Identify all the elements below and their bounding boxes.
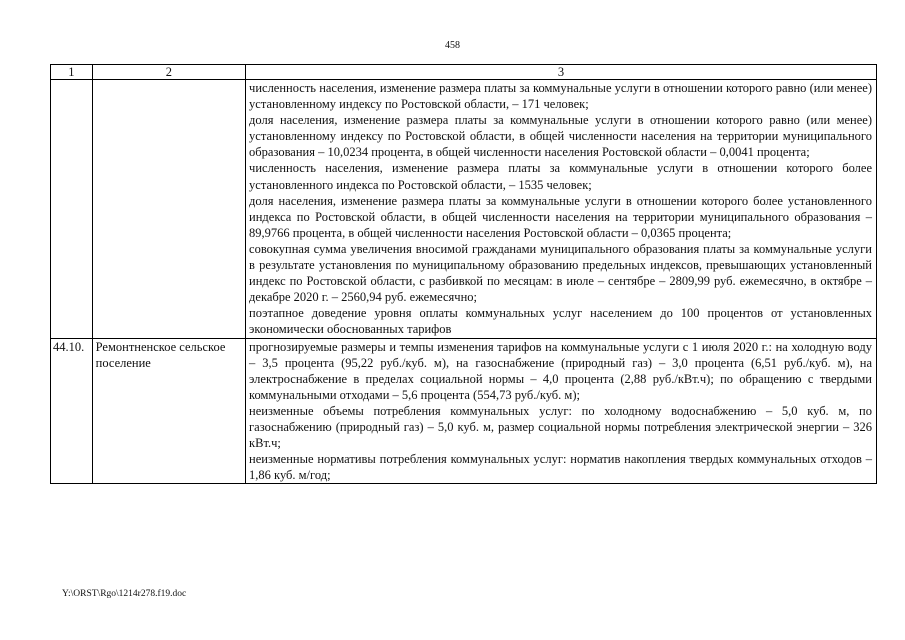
paragraph: доля населения, изменение размера платы за коммунальные услуги в отношении которого равно (или менее) установленному индексу по Ростовской области, в общей численности населения на территории муниципального образования – 10,0234 процента, в общей численности населения Ростовской области – 0,0041 процента; bbox=[249, 113, 872, 160]
paragraph: доля населения, изменение размера платы за коммунальные услуги в отношении которого более установленного индекса по Ростовской области, в общей численности населения на территории муниципального образования – 89,9766 процента, в общей численности населения Ростовской области – 0,0365 процента; bbox=[249, 193, 872, 240]
paragraph: численность населения, изменение размера платы за коммунальные услуги в отношении которого равно (или менее) установленному индексу по Ростовской области, – 171 человек; bbox=[249, 81, 872, 112]
table-row bbox=[51, 80, 877, 339]
paragraph: неизменные нормативы потребления коммунальных услуг: норматив накопления твердых коммунальных отходов – 1,86 куб. м/год; bbox=[249, 452, 872, 483]
description-cell bbox=[246, 338, 877, 484]
paragraph: численность населения, изменение размера платы за коммунальные услуги в отношении которого более установленного индекса по Ростовской области, – 1535 человек; bbox=[249, 161, 872, 192]
column-header-1: 1 bbox=[51, 65, 93, 80]
settlement-name-cell: Ремонтненское сельское поселение bbox=[92, 338, 245, 484]
settlement-name-cell bbox=[92, 80, 245, 339]
paragraph: прогнозируемые размеры и темпы изменения тарифов на коммунальные услуги с 1 июля 2020 г.: на холодную воду – 3,5 процента (95,22 руб./куб. м), на газоснабжение (природный газ) – 3,0 процента (6,51 руб./куб. м), на электроснабжение в пределах социальной нормы – 4,0 процента (2,88 руб./кВт.ч); по обращению с твердыми коммунальными отходами – 5,6 процента (554,73 руб./куб. м); bbox=[249, 339, 872, 402]
paragraph: неизменные объемы потребления коммунальных услуг: по холодному водоснабжению – 5,0 куб. м, по газоснабжению (природный газ) – 5,0 куб. м, размер социальной нормы потребления электрической энергии – 326 кВт.ч; bbox=[249, 403, 872, 451]
page-number: 458 bbox=[445, 40, 460, 51]
column-header-3: 3 bbox=[246, 65, 877, 80]
table-header-row bbox=[51, 65, 877, 80]
table-row bbox=[51, 338, 877, 484]
column-header-2: 2 bbox=[92, 65, 245, 80]
document-table bbox=[50, 64, 877, 484]
paragraph: совокупная сумма увеличения вносимой гражданами муниципального образования платы за коммунальные услуги в результате установления по муниципальному образованию предельных индексов, превышающих установленный индекс по Ростовской области, с разбивкой по месяцам: в июле – сентябре – 2809,99 руб. ежемесячно, в октябре – декабре 2020 г. – 2560,94 руб. ежемесячно; bbox=[249, 241, 872, 305]
footer-file-path: Y:\ORST\Rgo\1214r278.f19.doc bbox=[62, 589, 187, 599]
paragraph: поэтапное доведение уровня оплаты коммунальных услуг населением до 100 процентов от установленных экономически обоснованных тарифов bbox=[249, 306, 872, 337]
row-number-cell bbox=[51, 80, 93, 339]
description-cell bbox=[246, 80, 877, 339]
row-number-cell: 44.10. bbox=[51, 338, 93, 484]
